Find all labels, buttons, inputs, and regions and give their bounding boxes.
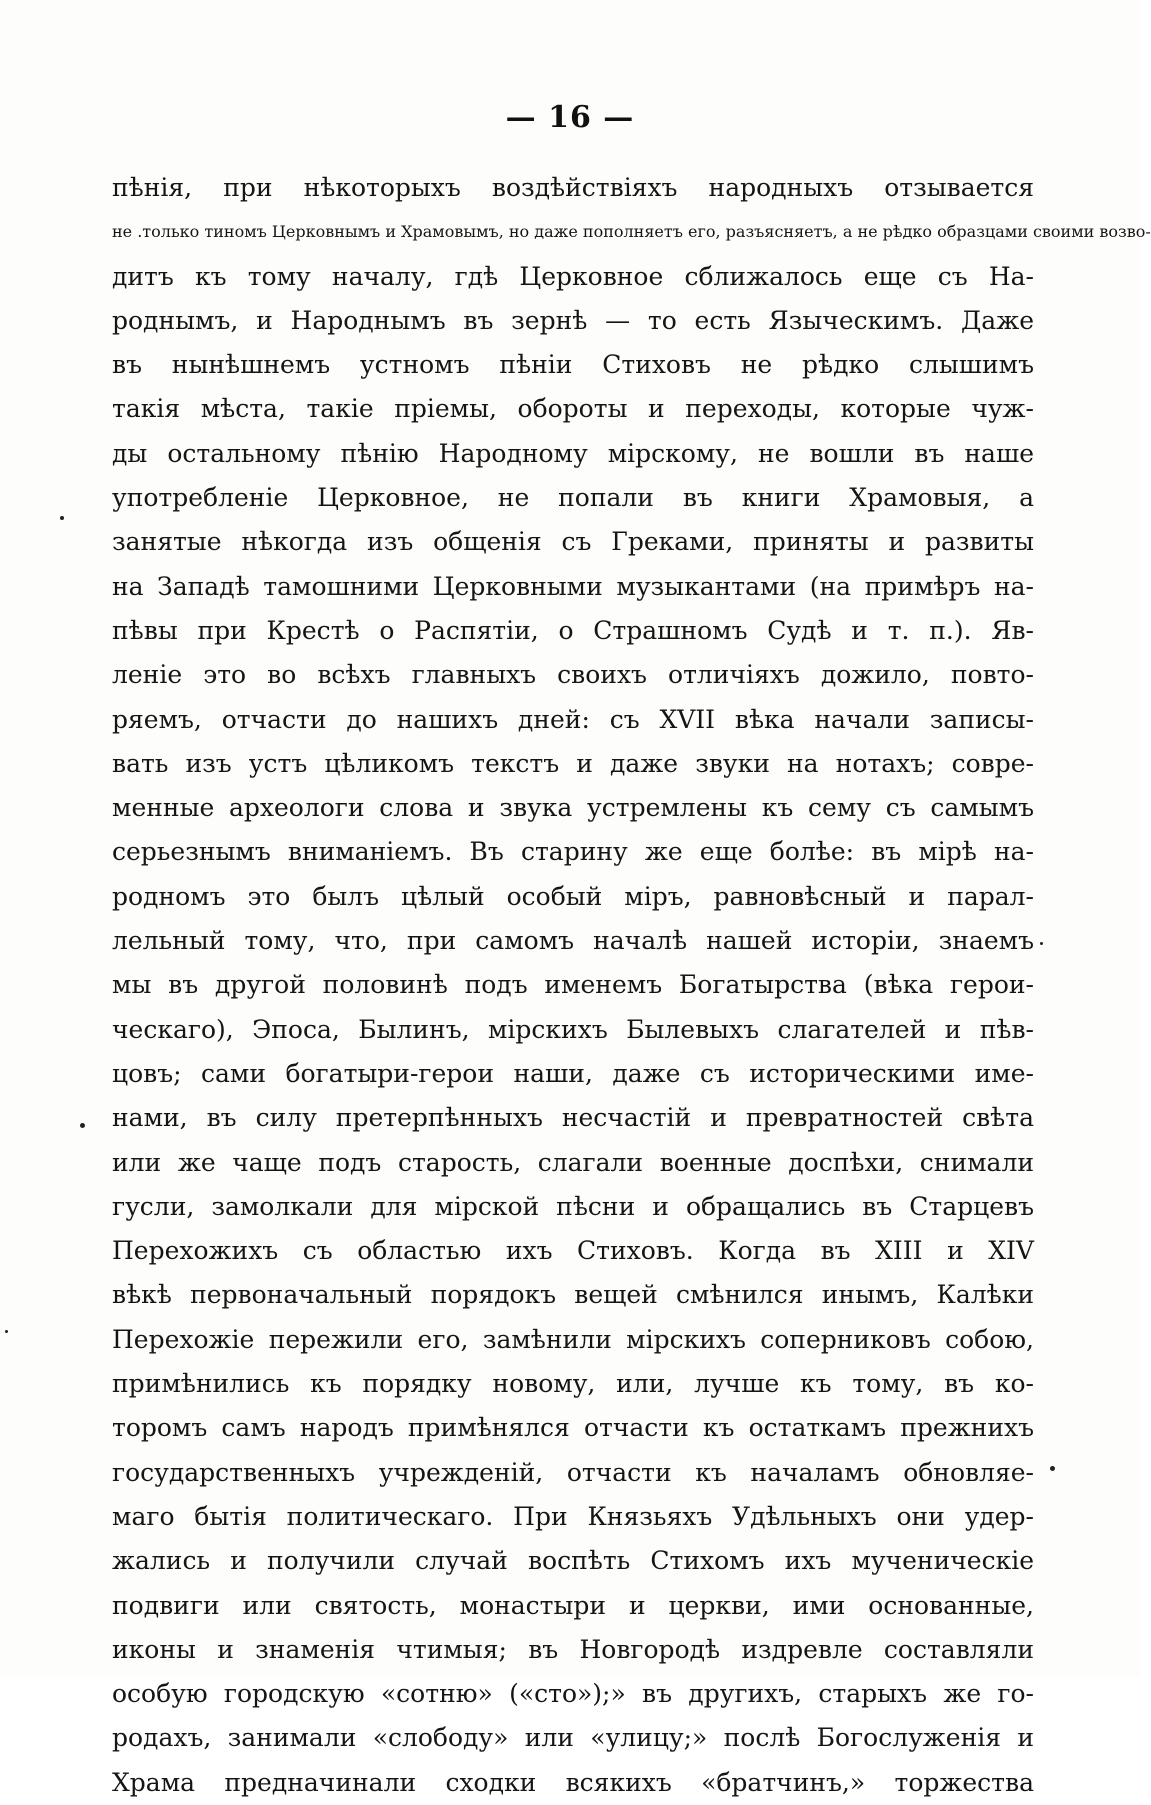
text-line: вѣкѣ первоначальный порядокъ вещей смѣнился инымъ, Калѣки <box>112 1280 1034 1310</box>
text-line: такія мѣста, такіе пріемы, обороты и переходы, которые чуж- <box>112 394 1034 424</box>
text-line: роднымъ, и Народнымъ въ зернѣ — то есть Языческимъ. Даже <box>112 305 1034 335</box>
text-line: на Западѣ тамошними Церковными музыкантами (на примѣръ на- <box>112 571 1034 601</box>
text-line: мы въ другой половинѣ подъ именемъ Богатырства (вѣка герои- <box>112 970 1034 1000</box>
text-line: торомъ самъ народъ примѣнялся отчасти къ остаткамъ прежнихъ <box>112 1413 1034 1443</box>
text-line: подвиги или святость, монастыри и церкви, ими основанные, <box>112 1590 1034 1620</box>
scan-speck <box>1050 1466 1055 1471</box>
text-line: гусли, замолкали для мірской пѣсни и обращались въ Старцевъ <box>112 1191 1034 1221</box>
text-line: въ нынѣшнемъ устномъ пѣніи Стиховъ не рѣдко слышимъ <box>112 350 1034 380</box>
text-line: занятые нѣкогда изъ общенія съ Греками, приняты и развиты <box>112 527 1034 557</box>
text-line: жались и получили случай воспѣть Стихомъ ихъ мученическіе <box>112 1546 1034 1576</box>
text-line: леніе это во всѣхъ главныхъ своихъ отличіяхъ дожило, повто- <box>112 660 1034 690</box>
scan-speck <box>60 516 64 520</box>
text-line: родахъ, занимали «слободу» или «улицу;» послѣ Богослуженія и <box>112 1723 1034 1753</box>
text-line: особую городскую «сотню» («сто»);» въ другихъ, старыхъ же го- <box>112 1679 1034 1709</box>
text-line: ряемъ, отчасти до нашихъ дней: съ XVII вѣка начали записы- <box>112 704 1034 734</box>
text-line: государственныхъ учрежденій, отчасти къ началамъ обновляе- <box>112 1457 1034 1487</box>
text-line: Перехожіе пережили его, замѣнили мірскихъ соперниковъ собою, <box>112 1324 1034 1354</box>
text-line: цовъ; сами богатыри-герои наши, даже съ историческими име- <box>112 1058 1034 1088</box>
text-line: серьезнымъ вниманіемъ. Въ старину же еще болѣе: въ мірѣ на- <box>112 837 1034 867</box>
page-number: — 16 — <box>505 100 635 135</box>
text-line: лельный тому, что, при самомъ началѣ нашей исторіи, знаемъ <box>112 926 1034 956</box>
body-text <box>112 166 1151 1805</box>
text-line: ческаго), Эпоса, Былинъ, мірскихъ Былевыхъ слагателей и пѣв- <box>112 1014 1034 1044</box>
text-line: нами, въ силу претерпѣнныхъ несчастій и превратностей свѣта <box>112 1103 1034 1133</box>
text-line: ды остальному пѣнію Народному мірскому, не вошли въ наше <box>112 438 1034 468</box>
text-line: не .только тиномъ Церковнымъ и Храмовымъ, но даже пополняетъ его, разъясняетъ, а не рѣдко образцами своими возво- <box>112 222 1151 242</box>
scan-speck <box>1040 942 1043 945</box>
text-line: Перехожихъ съ областью ихъ Стиховъ. Когда въ XIII и XIV <box>112 1236 1034 1266</box>
scan-speck <box>80 1123 85 1128</box>
text-line: пѣвы при Крестѣ о Распятіи, о Страшномъ Судѣ и т. п.). Яв- <box>112 615 1034 645</box>
text-line: или же чаще подъ старость, слагали военные доспѣхи, снимали <box>112 1147 1034 1177</box>
text-line: вать изъ устъ цѣликомъ текстъ и даже звуки на нотахъ; совре- <box>112 748 1034 778</box>
text-line: родномъ это былъ цѣлый особый міръ, равновѣсный и парал- <box>112 881 1034 911</box>
text-line: пѣнія, при нѣкоторыхъ воздѣйствіяхъ народныхъ отзывается <box>112 173 1034 202</box>
text-line: дитъ къ тому началу, гдѣ Церковное сближалось еще съ На- <box>112 261 1034 291</box>
text-line: Храма предначинали сходки всякихъ «братчинъ,» торжества <box>112 1767 1034 1797</box>
text-line: маго бытія политическаго. При Князьяхъ Удѣльныхъ они удер- <box>112 1501 1034 1531</box>
text-line: иконы и знаменія чтимыя; въ Новгородѣ издревле составляли <box>112 1634 1034 1664</box>
text-line: употребленіе Церковное, не попали въ книги Храмовыя, а <box>112 483 1034 513</box>
text-line: примѣнились къ порядку новому, или, лучше къ тому, въ ко- <box>112 1369 1034 1399</box>
scan-speck <box>5 1330 8 1333</box>
text-line: менные археологи слова и звука устремлены къ сему съ самымъ <box>112 793 1034 823</box>
